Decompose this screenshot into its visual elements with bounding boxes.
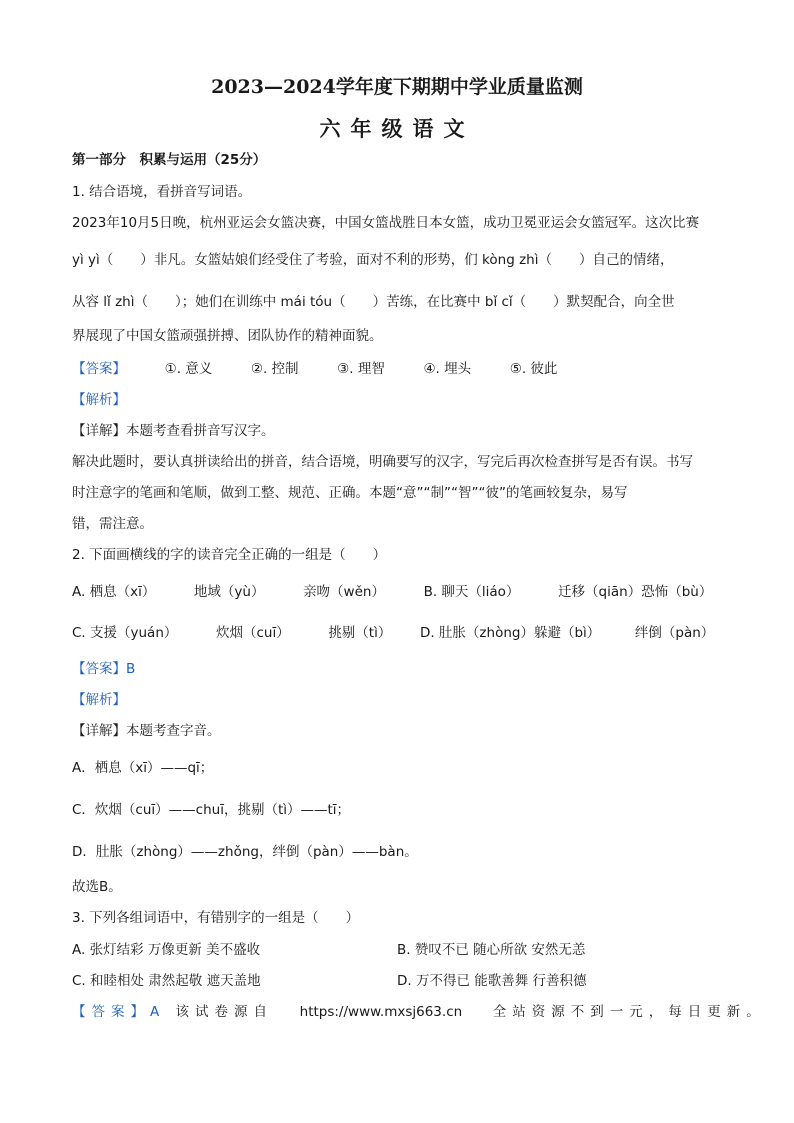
q2-stem: 2. 下面画横线的字的读音完全正确的一组是（ ） (72, 547, 387, 563)
q3-option-b: B. 赞叹不已 随心所欲 安然无恙 (397, 942, 586, 958)
option-c-word: 炊烟（cuī） (215, 625, 290, 641)
answer-label: 【答案】 (72, 361, 126, 377)
q1-passage-line: yì yì（ ）非凡。女篮姑娘们经受住了考验，面对不利的形势，们 kòng zhì（ ）自己的情绪， (72, 252, 674, 268)
option-d: D. 肚胀（zhòng）躲避（bì） (419, 625, 601, 641)
footer-link[interactable]: https://www.mxsj663.cn (299, 1004, 463, 1020)
detail-heading: 【详解】本题考查字音。 (72, 723, 221, 739)
footer-text: 该试卷源自 (175, 1004, 274, 1020)
conclusion: 故选B。 (72, 879, 122, 895)
q1-passage-line: 从容 lǐ zhì（ ）；她们在训练中 mái tóu（ ）苦练，在比赛中 bǐ cǐ（ ）默契配合，向全世 (72, 294, 675, 310)
option-a-word: 亲吻（wěn） (303, 584, 385, 600)
q1-stem: 1. 结合语境，看拼音写词语。 (72, 184, 252, 200)
q2-options-row (72, 582, 712, 602)
option-c-word: 挑剔（tì） (328, 625, 392, 641)
explanation-line: A．栖息（xī）——qī； (72, 760, 214, 776)
option-a: A. 栖息（xī） (72, 584, 156, 600)
analysis-label: 【解析】 (72, 692, 126, 708)
footer-answer: 【答案】A (72, 1004, 166, 1020)
q1-answer-row (72, 359, 557, 379)
answer-item: ⑤. 彼此 (509, 361, 558, 377)
analysis-label: 【解析】 (72, 392, 126, 408)
explanation-line: D．肚胀（zhòng）——zhǒng，绊倒（pàn）——bàn。 (72, 844, 418, 860)
option-b: B. 聊天（liáo） (423, 584, 520, 600)
option-d-word: 绊倒（pàn） (634, 625, 715, 641)
detail-text: 错，需注意。 (72, 516, 153, 532)
q2-options-row (72, 623, 714, 643)
q1-passage-line: 界展现了中国女篮顽强拼搏、团队协作的精神面貌。 (72, 328, 383, 344)
answer-item: ②. 控制 (250, 361, 299, 377)
q1-passage-line: 2023年10月5日晚，杭州亚运会女篮决赛，中国女篮战胜日本女篮，成功卫冕亚运会女篮冠军。这次比赛 (72, 215, 700, 231)
answer-item: ①. 意义 (164, 361, 213, 377)
section-heading: 第一部分 积累与运用（25分） (72, 152, 267, 168)
page-subtitle: 六年级语文 (319, 116, 475, 141)
q3-option-d: D. 万不得已 能歌善舞 行善积德 (397, 973, 587, 989)
q2-answer: 【答案】B (72, 661, 136, 677)
footer-note (72, 1002, 766, 1022)
answer-item: ③. 理智 (337, 361, 385, 377)
option-b-word: 迁移（qiān）恐怖（bù） (558, 584, 713, 600)
option-c: C. 支援（yuán） (72, 625, 178, 641)
detail-text: 解决此题时，要认真拼读给出的拼音，结合语境，明确要写的汉字，写完后再次检查拼写是否有误。书写 (72, 454, 693, 470)
page-title: 2023—2024学年度下期期中学业质量监测 (211, 76, 583, 98)
detail-heading: 【详解】本题考查看拼音写汉字。 (72, 423, 275, 439)
answer-item: ④. 埋头 (423, 361, 472, 377)
q3-option-a: A. 张灯结彩 万像更新 美不盛收 (72, 942, 261, 958)
explanation-line: C．炊烟（cuī）——chuī，挑剔（tì）——tī； (72, 802, 351, 818)
q3-stem: 3. 下列各组词语中，有错别字的一组是（ ） (72, 910, 360, 926)
option-a-word: 地域（yù） (193, 584, 265, 600)
q3-option-c: C. 和睦相处 肃然起敬 遮天盖地 (72, 973, 261, 989)
detail-text: 时注意字的笔画和笔顺，做到工整、规范、正确。本题“意”“制”“智”“彼”的笔画较复杂，易写 (72, 485, 628, 501)
footer-text: 全站资源不到一元，每日更新。 (492, 1004, 766, 1020)
